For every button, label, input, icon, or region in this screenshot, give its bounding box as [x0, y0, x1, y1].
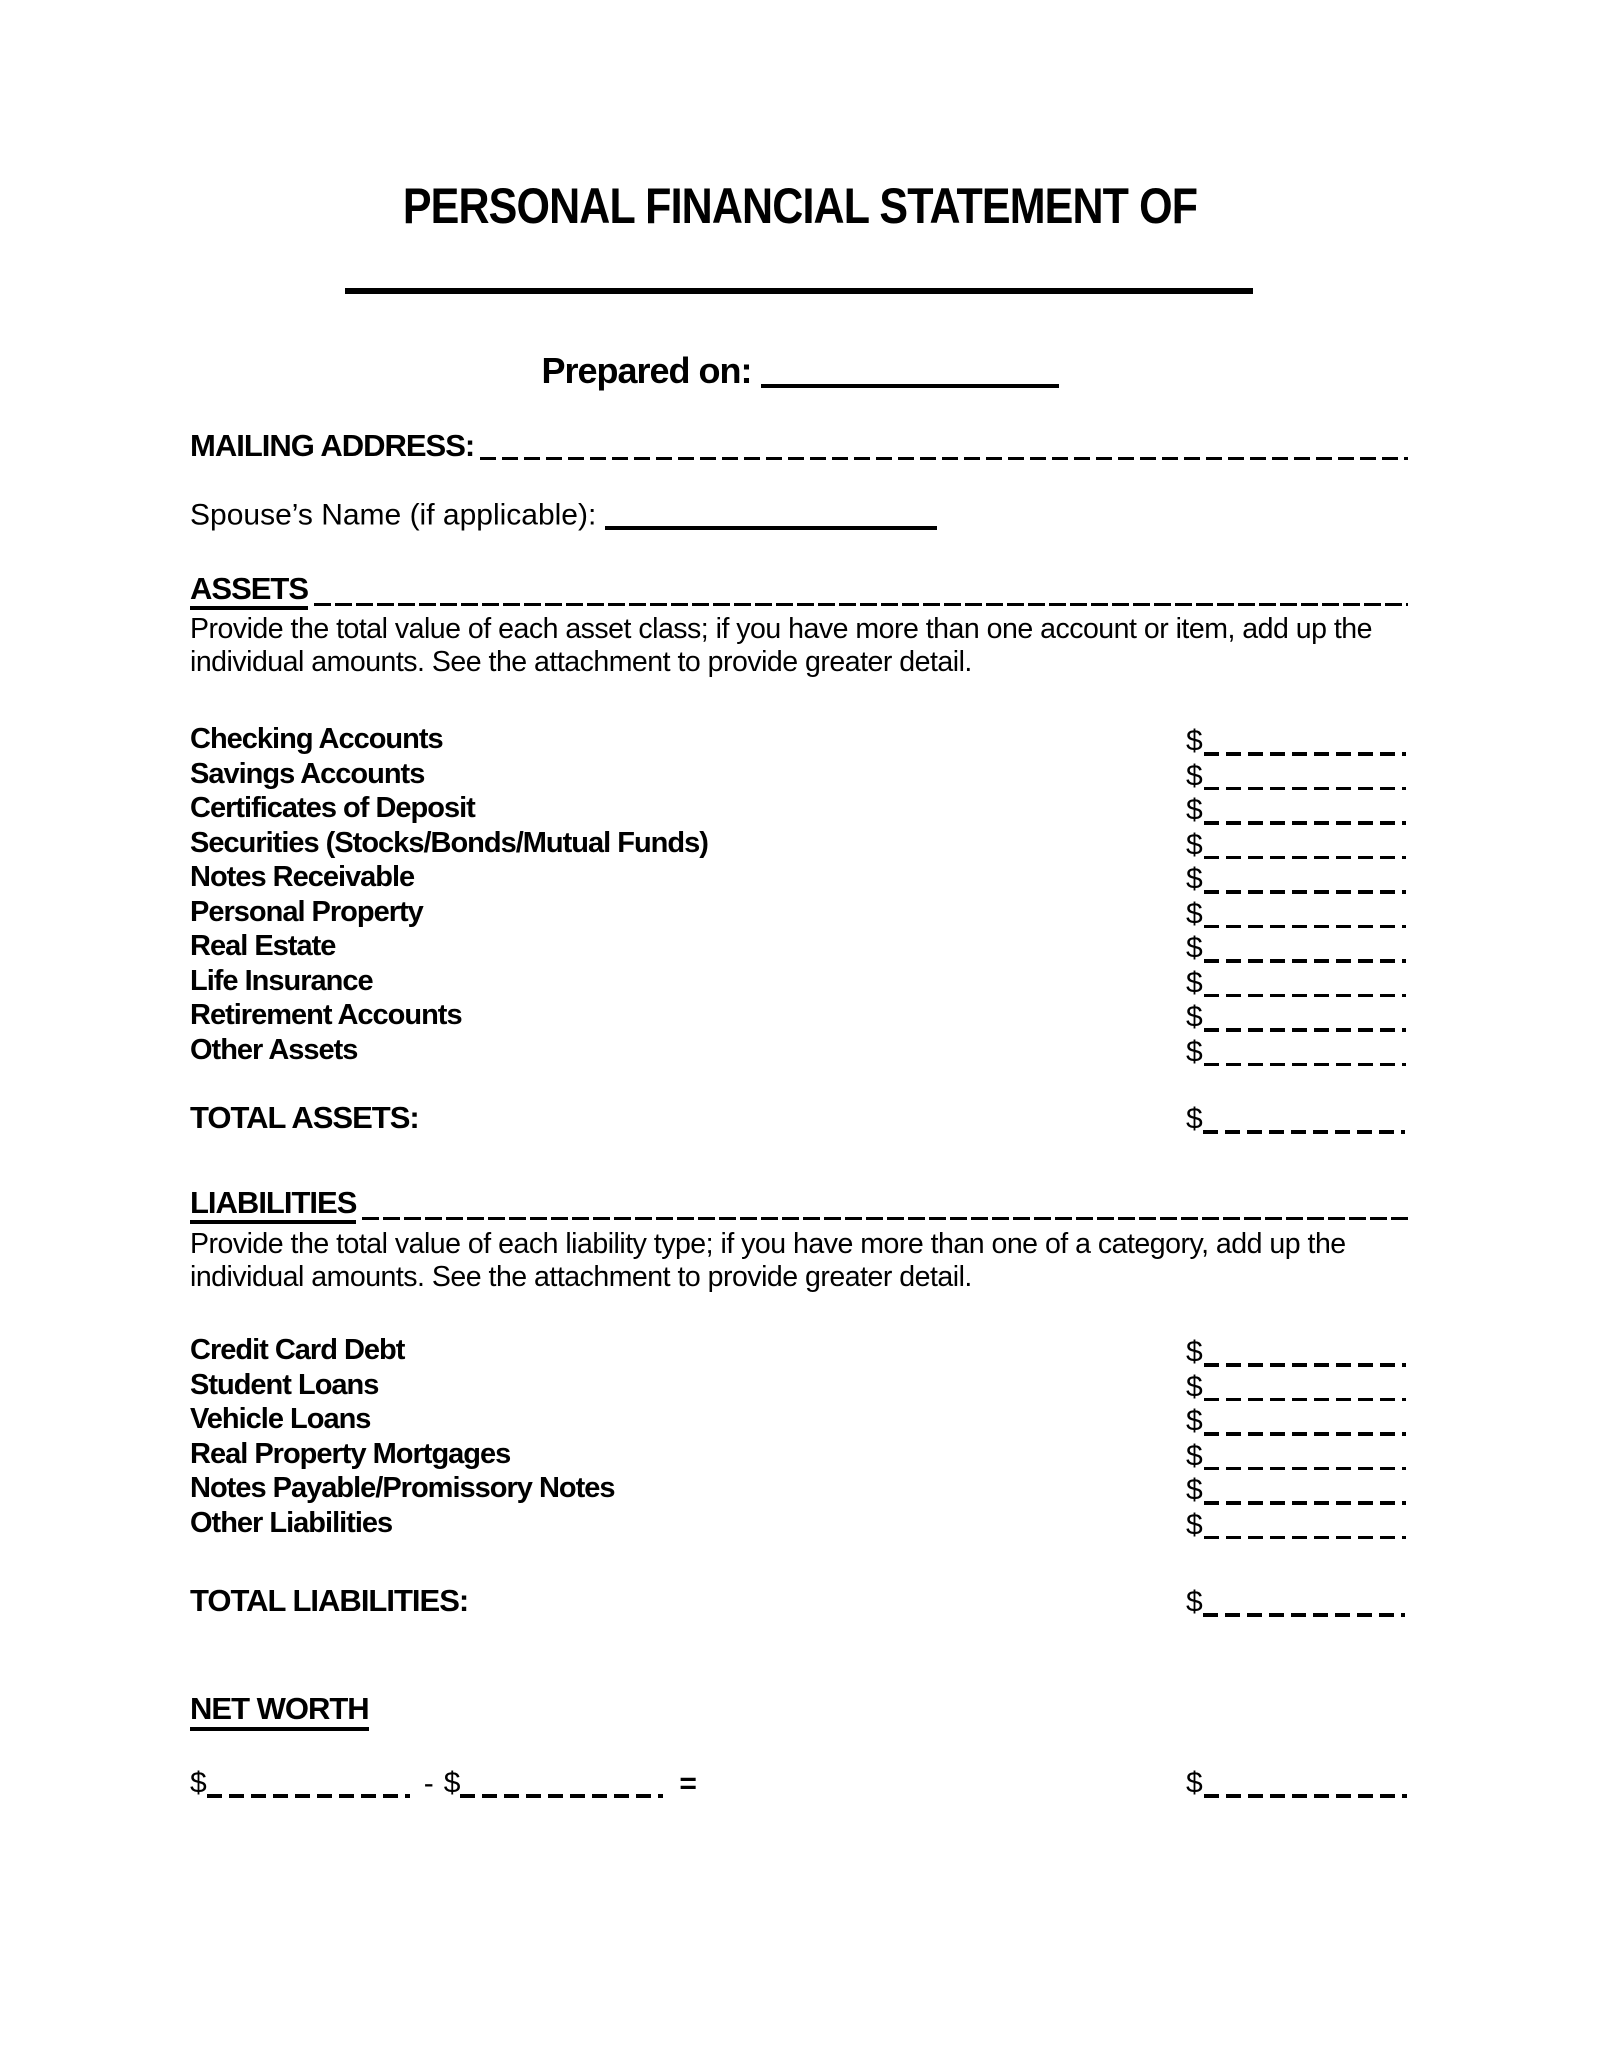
amount-blank[interactable] — [1204, 1471, 1406, 1500]
amount-blank[interactable] — [1204, 1368, 1406, 1397]
dollar-sign: $ — [1186, 1370, 1203, 1403]
dollar-sign: $ — [1186, 1404, 1203, 1438]
liability-row — [190, 1437, 1408, 1472]
liabilities-list — [190, 1333, 1408, 1540]
dollar-sign: $ — [1186, 724, 1203, 758]
amount-blank[interactable] — [1204, 722, 1406, 751]
total-assets-label: TOTAL ASSETS: — [190, 1100, 419, 1135]
assets-list — [190, 722, 1408, 1067]
dollar-sign: $ — [443, 1766, 461, 1800]
liability-label: Notes Payable/Promissory Notes — [190, 1472, 615, 1504]
name-blank-line[interactable] — [345, 288, 1253, 294]
liabilities-description: Provide the total value of each liability type; if you have more than one of a category, add up the individual amounts. See the attachment to provide greater detail. — [190, 1228, 1346, 1293]
dollar-sign: $ — [1186, 931, 1203, 965]
total-liabilities-row — [190, 1583, 1408, 1619]
amount-blank[interactable] — [1204, 860, 1406, 889]
liability-label: Vehicle Loans — [190, 1403, 371, 1435]
amount-blank[interactable] — [1204, 964, 1406, 993]
asset-label: Life Insurance — [190, 964, 373, 997]
assets-heading-rule — [308, 572, 1408, 610]
mailing-address-blank[interactable] — [474, 428, 1408, 464]
asset-row — [190, 964, 1408, 999]
asset-row — [190, 998, 1408, 1033]
dollar-sign: $ — [1186, 1102, 1202, 1136]
total-liabilities-blank[interactable] — [1203, 1583, 1405, 1612]
asset-row — [190, 722, 1408, 757]
liability-label: Student Loans — [190, 1368, 379, 1401]
amount-blank[interactable] — [1204, 1437, 1406, 1466]
prepared-on-row — [0, 348, 1600, 394]
spouse-name-label: Spouse’s Name (if applicable): — [190, 498, 597, 532]
liability-label: Real Property Mortgages — [190, 1437, 511, 1470]
prepared-on-date-blank[interactable] — [761, 349, 1059, 383]
amount-blank[interactable] — [1204, 895, 1406, 924]
dollar-sign: $ — [1186, 828, 1203, 861]
liabilities-heading: LIABILITIES — [190, 1186, 356, 1224]
assets-section-heading-row — [190, 572, 1408, 610]
net-worth-formula-row — [190, 1764, 1408, 1802]
amount-blank[interactable] — [1204, 1402, 1406, 1431]
dollar-sign: $ — [1186, 1335, 1203, 1369]
dollar-sign: $ — [1186, 1035, 1203, 1068]
liability-row — [190, 1506, 1408, 1541]
dollar-sign: $ — [1186, 793, 1203, 827]
asset-row — [190, 929, 1408, 964]
amount-blank[interactable] — [1204, 929, 1406, 958]
dollar-sign: $ — [1186, 1000, 1203, 1034]
asset-label: Other Assets — [190, 1033, 358, 1066]
total-assets-row — [190, 1100, 1408, 1136]
liability-row — [190, 1402, 1408, 1437]
equals-sign: = — [679, 1766, 697, 1800]
asset-row — [190, 826, 1408, 861]
amount-blank[interactable] — [1204, 1033, 1406, 1062]
total-assets-blank[interactable] — [1203, 1100, 1405, 1129]
amount-blank[interactable] — [1204, 998, 1406, 1027]
dollar-sign: $ — [1186, 862, 1203, 896]
page-title: PERSONAL FINANCIAL STATEMENT OF — [402, 178, 1198, 234]
net-worth-heading: NET WORTH — [190, 1692, 369, 1731]
asset-row — [190, 895, 1408, 930]
assets-description: Provide the total value of each asset class; if you have more than one account or item, add up the individual amounts. See the attachment to provide greater detail. — [190, 613, 1372, 678]
assets-heading: ASSETS — [190, 572, 308, 610]
asset-label: Real Estate — [190, 930, 336, 962]
net-worth-result-blank[interactable] — [1204, 1764, 1407, 1793]
asset-label: Retirement Accounts — [190, 999, 462, 1031]
asset-label: Certificates of Deposit — [190, 792, 475, 824]
dollar-sign: $ — [1186, 966, 1203, 999]
asset-label: Securities (Stocks/Bonds/Mutual Funds) — [190, 826, 708, 859]
net-worth-heading-row — [190, 1692, 369, 1731]
spouse-name-blank[interactable] — [605, 496, 937, 525]
dollar-sign: $ — [1186, 1766, 1203, 1800]
liability-row — [190, 1333, 1408, 1368]
liability-row — [190, 1471, 1408, 1506]
asset-label: Checking Accounts — [190, 723, 443, 755]
spouse-name-row — [190, 496, 937, 534]
dollar-sign: $ — [1186, 897, 1203, 930]
asset-label: Personal Property — [190, 895, 423, 928]
dollar-sign: $ — [1186, 759, 1203, 792]
asset-row — [190, 1033, 1408, 1068]
prepared-on-label: Prepared on: — [541, 350, 752, 391]
asset-row — [190, 791, 1408, 826]
liability-row — [190, 1368, 1408, 1403]
total-liabilities-label: TOTAL LIABILITIES: — [190, 1583, 469, 1618]
asset-row — [190, 757, 1408, 792]
liability-label: Other Liabilities — [190, 1506, 393, 1539]
amount-blank[interactable] — [1204, 1506, 1406, 1535]
net-worth-liabilities-blank[interactable] — [460, 1764, 663, 1793]
amount-blank[interactable] — [1204, 757, 1406, 786]
dollar-sign: $ — [1186, 1585, 1202, 1619]
asset-label: Savings Accounts — [190, 757, 425, 790]
dollar-sign: $ — [1186, 1508, 1203, 1541]
mailing-address-label: MAILING ADDRESS: — [190, 428, 475, 463]
dollar-sign: $ — [190, 1766, 207, 1800]
amount-blank[interactable] — [1204, 826, 1406, 855]
liability-label: Credit Card Debt — [190, 1334, 405, 1366]
liabilities-heading-rule — [356, 1186, 1408, 1224]
dollar-sign: $ — [1186, 1473, 1203, 1507]
dollar-sign: $ — [1186, 1439, 1203, 1472]
mailing-address-row — [190, 428, 1408, 464]
amount-blank[interactable] — [1204, 791, 1406, 820]
liabilities-section-heading-row — [190, 1186, 1408, 1224]
asset-label: Notes Receivable — [190, 861, 415, 893]
amount-blank[interactable] — [1204, 1333, 1406, 1362]
net-worth-assets-blank[interactable] — [207, 1764, 410, 1793]
asset-row — [190, 860, 1408, 895]
minus-sign: - — [423, 1766, 434, 1800]
